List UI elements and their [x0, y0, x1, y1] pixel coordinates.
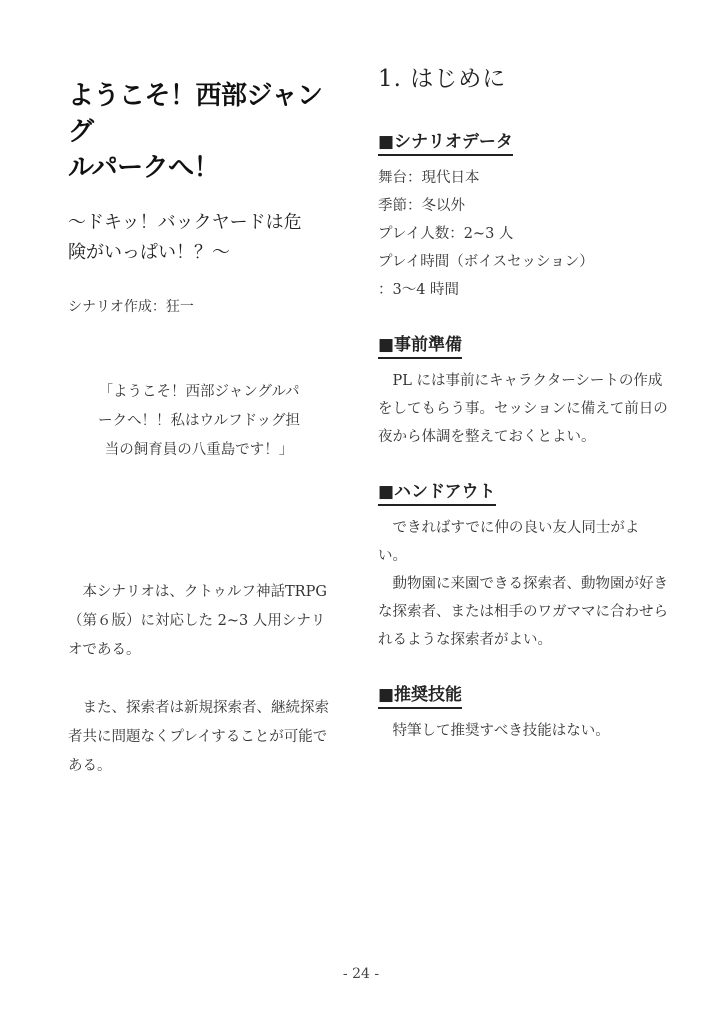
- left-column: [68, 78, 330, 316]
- scenario-subtitle: [68, 208, 330, 268]
- section-recommended-skills: [378, 680, 668, 745]
- intro-paragraph-1: 本シナリオは、クトゥルフ神話TRPG（第６版）に対応した 2~3 人用シナリオである。: [68, 584, 327, 658]
- section-heading-skills: ■推奨技能: [378, 680, 462, 709]
- section-preparation: [378, 330, 668, 451]
- quote-line-3: 当の飼育員の八重島です！」: [104, 442, 294, 458]
- author-credit: シナリオ作成：狂一: [68, 299, 194, 315]
- quote-line-1: 「ようこそ！西部ジャングルパ: [98, 384, 300, 400]
- section-heading-handout: ■ハンドアウト: [378, 477, 496, 506]
- section-heading-scenario-data: ■シナリオデータ: [378, 127, 513, 156]
- right-column: [378, 60, 668, 745]
- npc-quote: [68, 378, 330, 465]
- data-line: ：3〜4 時間: [378, 282, 460, 298]
- data-line: 季節：冬以外: [378, 198, 465, 214]
- chapter-heading: 1. はじめに: [378, 66, 507, 92]
- subtitle-line-2: 険がいっぱい！？〜: [68, 242, 230, 263]
- handout-paragraph-2: 動物園に来園できる探索者、動物園が好きな探索者、または相手のワガママに合わせられるような探索者がよい。: [378, 576, 668, 648]
- preparation-text: PL には事前にキャラクターシートの作成をしてもらう事。セッションに備えて前日の夜から体調を整えておくとよい。: [378, 373, 668, 445]
- section-scenario-data: [378, 127, 668, 304]
- intro-paragraph-2: また、探索者は新規探索者、継続探索者共に問題なくプレイすることが可能である。: [68, 700, 329, 774]
- page-number: - 24 -: [342, 966, 380, 982]
- scenario-title: [68, 78, 330, 186]
- title-line-1: ようこそ！西部ジャング: [68, 81, 323, 147]
- data-line: プレイ時間（ボイスセッション）: [378, 254, 594, 270]
- scenario-data-list: [378, 164, 668, 304]
- data-line: プレイ人数：2~3 人: [378, 226, 514, 242]
- data-line: 舞台：現代日本: [378, 170, 480, 186]
- handout-paragraph-1: できればすでに仲の良い友人同士がよい。: [378, 520, 640, 564]
- section-handout: [378, 477, 668, 654]
- subtitle-line-1: 〜ドキッ！バックヤードは危: [68, 212, 302, 233]
- skills-text: 特筆して推奨すべき技能はない。: [392, 723, 610, 739]
- title-line-2: ルパークへ！: [68, 153, 220, 183]
- section-heading-preparation: ■事前準備: [378, 330, 462, 359]
- intro-text: [68, 578, 330, 810]
- quote-line-2: ークへ！！私はウルフドッグ担: [98, 413, 300, 429]
